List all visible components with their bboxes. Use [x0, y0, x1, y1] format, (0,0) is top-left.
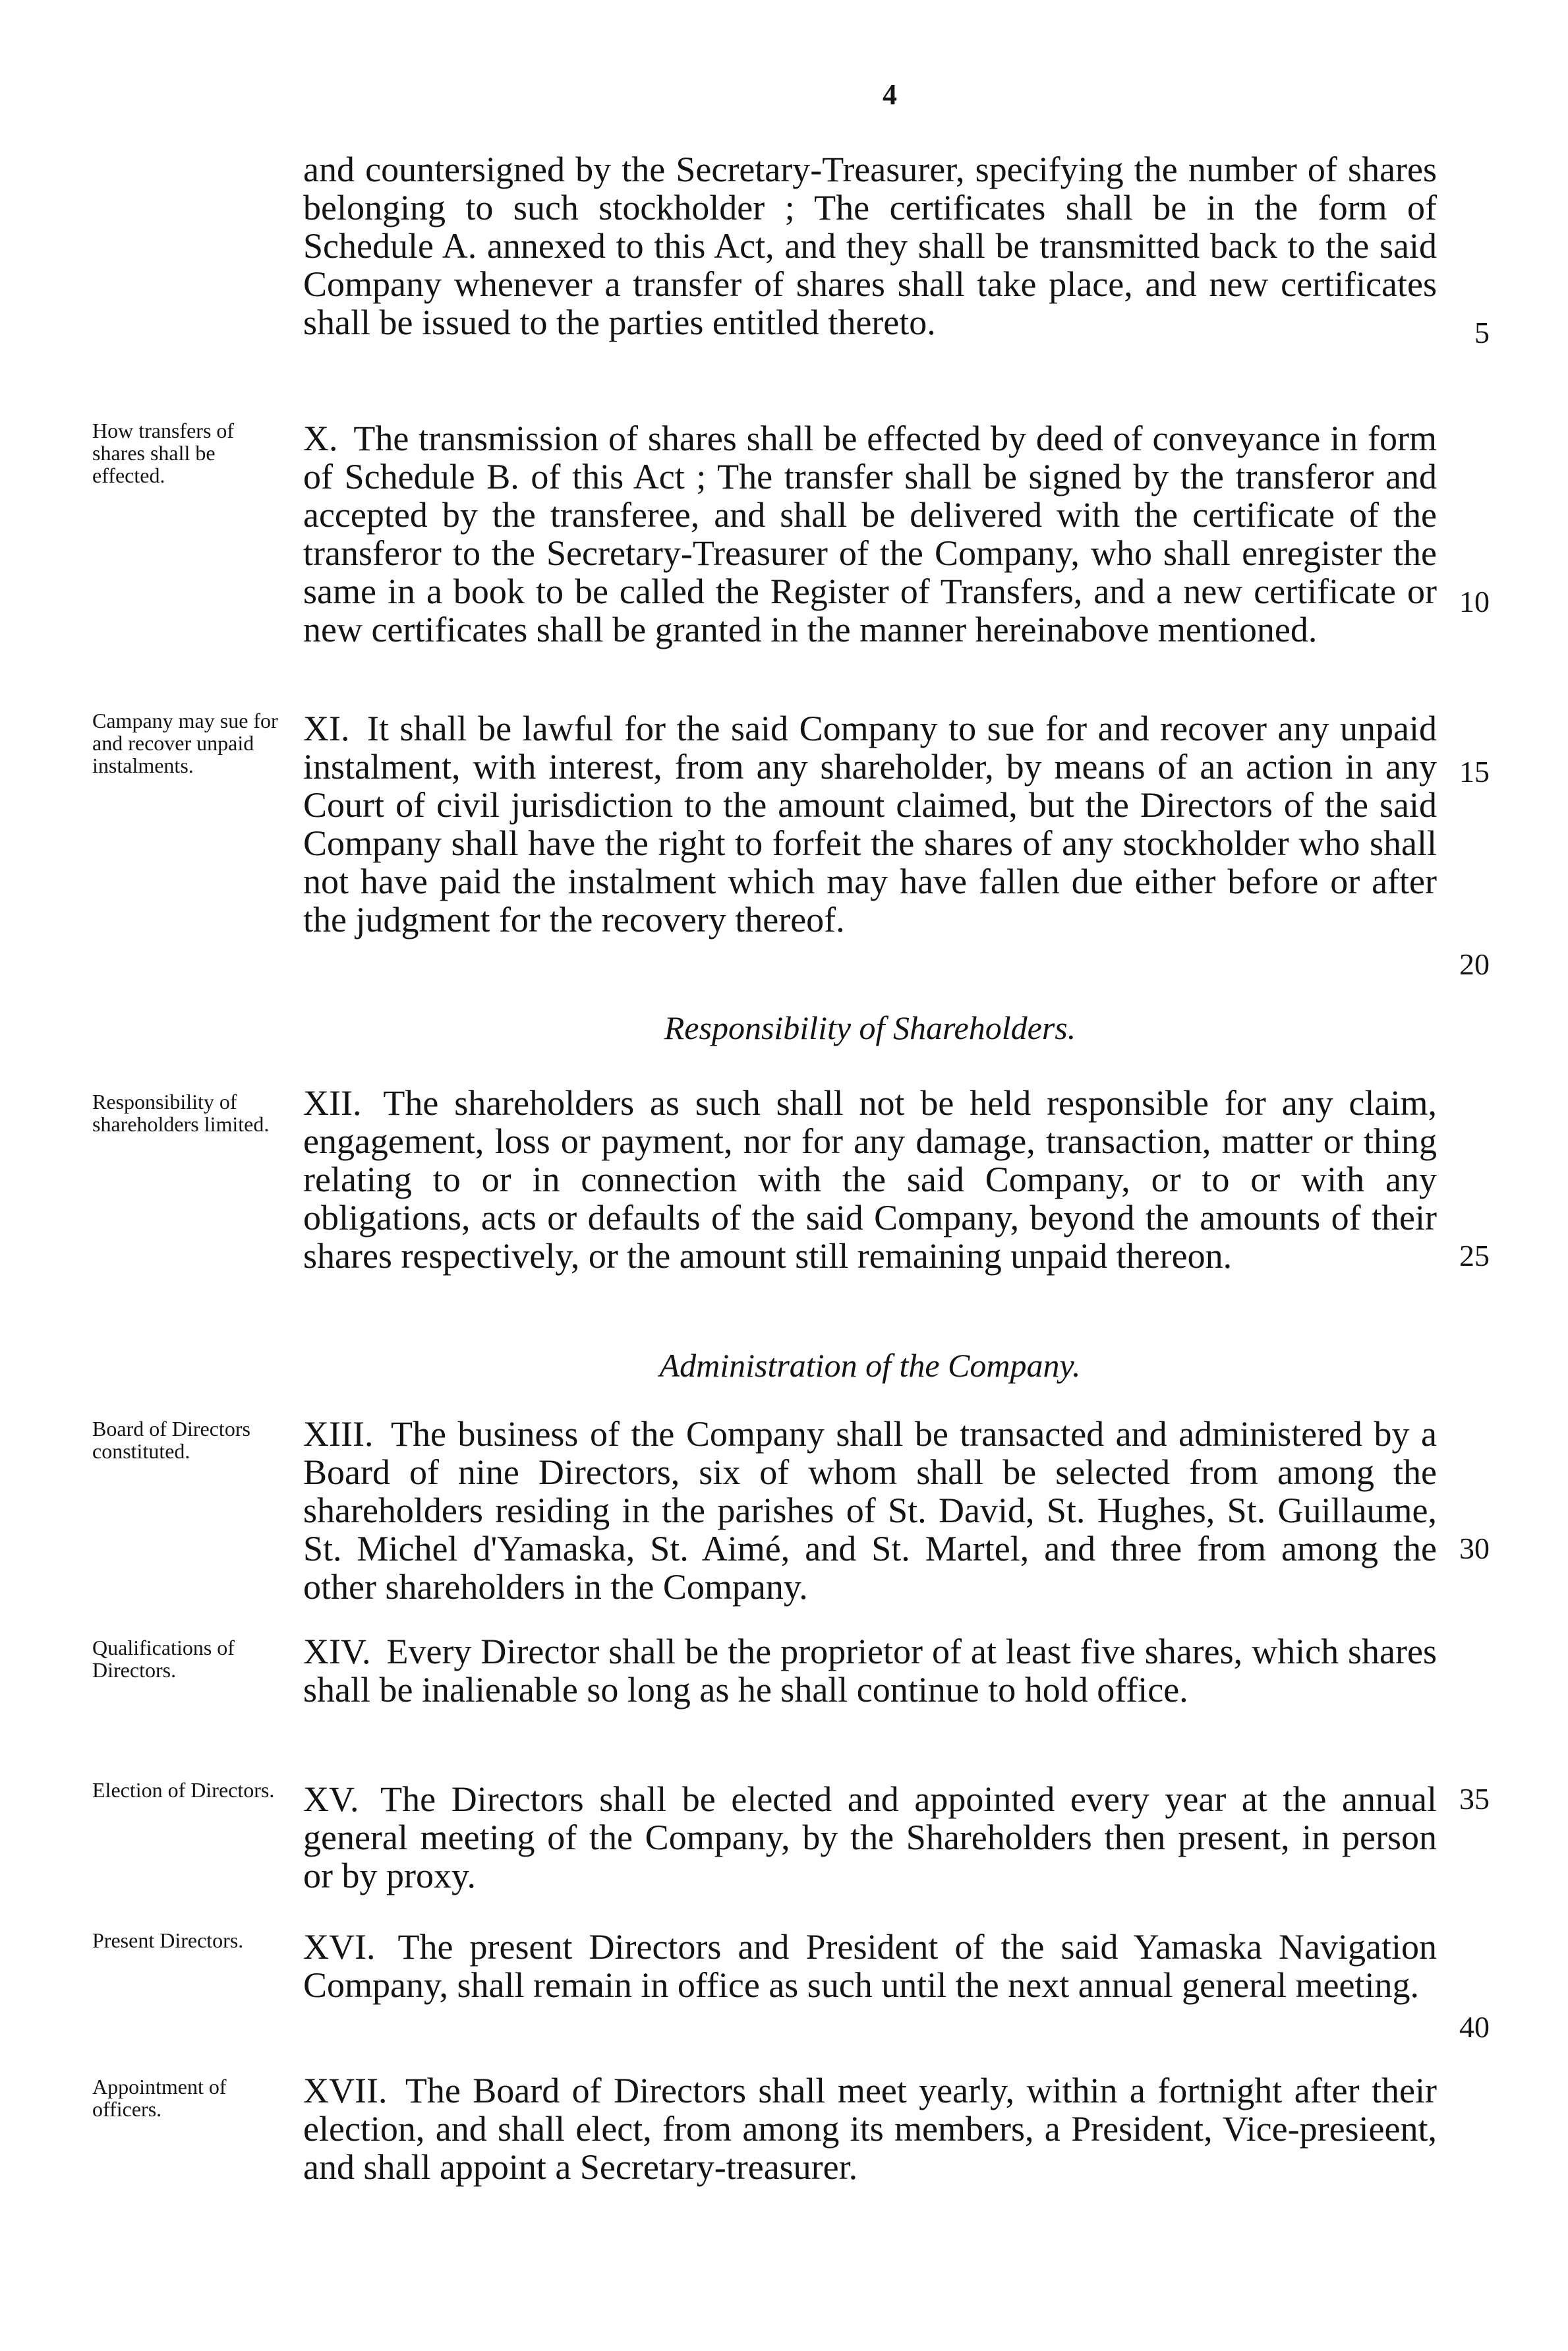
line-number-15: 15 — [1459, 755, 1490, 789]
section-number: XI. — [303, 709, 350, 748]
section-number: XIII. — [303, 1414, 374, 1454]
line-number-25: 25 — [1459, 1239, 1490, 1272]
line-number-40: 40 — [1459, 2010, 1490, 2044]
paragraph-text: The shareholders as such shall not be held responsible for any claim, engagement, loss or payment, nor for any damage, transaction, matter or thing relating to or in connection with the said Company, or to or with any obligations, acts or defaults of the said Company, beyond the amounts of their shares respectively, or the amount still remaining unpaid thereon. — [303, 1083, 1437, 1276]
section-number: X. — [303, 419, 338, 458]
paragraph-continuation — [303, 150, 1437, 342]
margin-note-transfers: How transfers of shares shall be effected. — [92, 419, 235, 487]
paragraph-section-xi — [303, 709, 1437, 939]
paragraph-text: Every Director shall be the proprietor of at least five shares, which shares shall be inalienable so long as he shall continue to hold office. — [303, 1632, 1437, 1710]
margin-note-board: Board of Directors constituted. — [92, 1417, 250, 1463]
line-number-20: 20 — [1459, 947, 1490, 981]
margin-note-election: Election of Directors. — [92, 1778, 275, 1802]
margin-note-qualifications: Qualifications of Directors. — [92, 1636, 235, 1682]
paragraph-section-xiii — [303, 1415, 1437, 1606]
paragraph-section-xii — [303, 1084, 1437, 1275]
section-number: XVII. — [303, 2071, 388, 2110]
margin-note-appointment: Appointment of officers. — [92, 2075, 227, 2121]
paragraph-text: The present Directors and President of the said Yamaska Navigation Company, shall remain in office as such until the next annual general meeting. — [303, 1927, 1437, 2005]
heading-administration: Administration of the Company. — [659, 1347, 1081, 1384]
line-number-35: 35 — [1459, 1782, 1490, 1816]
section-number: XII. — [303, 1083, 362, 1123]
paragraph-text: and countersigned by the Secretary-Treasurer, specifying the number of shares belonging to such stockholder ; The certificates shall be in the form of Schedule A. annexed to this Act, and they shall be transmitted back to the said Company whenever a transfer of shares shall take place, and new certificates shall be issued to the parties entitled thereto. — [303, 150, 1437, 342]
heading-responsibility: Responsibility of Shareholders. — [664, 1009, 1076, 1046]
margin-note-responsibility: Responsibility of shareholders limited. — [92, 1090, 270, 1136]
section-number: XV. — [303, 1779, 359, 1819]
paragraph-text: The Board of Directors shall meet yearly, within a fortnight after their election, and shall elect, from among its members, a President, Vice-presieent, and shall appoint a Secretary-treasurer. — [303, 2071, 1437, 2187]
line-number-5: 5 — [1474, 316, 1490, 349]
paragraph-section-xv — [303, 1780, 1437, 1895]
section-number: XIV. — [303, 1632, 371, 1671]
margin-note-present-directors: Present Directors. — [92, 1928, 244, 1952]
paragraph-text: The business of the Company shall be transacted and administered by a Board of nine Directors, six of whom shall be selected from among the shareholders residing in the parishes of St. David, St. Hughes, St. Guillaume, St. Michel d'Yamaska, St. Aimé, and St. Martel, and three from among the other shareholders in the Company. — [303, 1414, 1437, 1607]
line-number-30: 30 — [1459, 1532, 1490, 1565]
paragraph-section-xiv — [303, 1632, 1437, 1709]
paragraph-text: The transmission of shares shall be effected by deed of conveyance in form of Schedule B. of this Act ; The transfer shall be signed by the transferor and accepted by the transferee, and shall be delivered with the certificate of the transferor to the Secretary-Treasurer of the Company, who shall enregister the same in a book to be called the Register of Transfers, and a new certificate or new certificates shall be granted in the manner hereinabove mentioned. — [303, 419, 1437, 649]
paragraph-text: It shall be lawful for the said Company to sue for and recover any unpaid instalment, with interest, from any shareholder, by means of an action in any Court of civil jurisdiction to the amount claimed, but the Directors of the said Company shall have the right to forfeit the shares of any stockholder who shall not have paid the instalment which may have fallen due either before or after the judgment for the recovery thereof. — [303, 709, 1437, 939]
paragraph-section-x — [303, 419, 1437, 649]
paragraph-section-xvii — [303, 2071, 1437, 2186]
margin-note-unpaid-instalments: Campany may sue for and recover unpaid instalments. — [92, 709, 278, 777]
section-number: XVI. — [303, 1927, 376, 1967]
paragraph-section-xvi — [303, 1928, 1437, 2004]
line-number-10: 10 — [1459, 585, 1490, 618]
paragraph-text: The Directors shall be elected and appointed every year at the annual general meeting of the Company, by the Shareholders then present, in person or by proxy. — [303, 1779, 1437, 1895]
page-number: 4 — [883, 78, 897, 111]
